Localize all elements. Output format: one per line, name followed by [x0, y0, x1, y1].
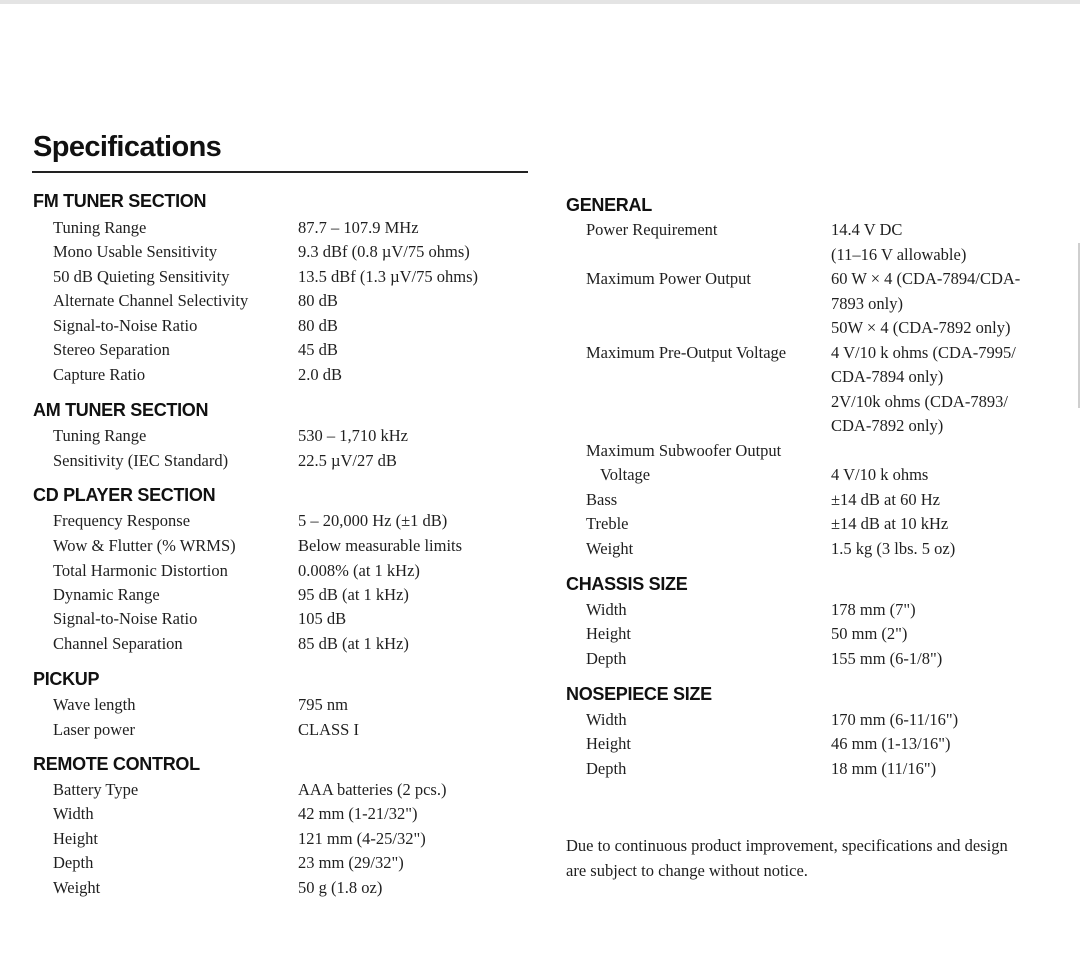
spec-value: 105 dB [298, 609, 347, 628]
spec-value: 50W × 4 (CDA-7892 only) [831, 318, 1011, 337]
spec-label: Alternate Channel Selectivity [53, 291, 249, 310]
spec-value: 50 mm (2") [831, 624, 908, 643]
spec-label: Depth [586, 759, 627, 778]
spec-value: 5 – 20,000 Hz (±1 dB) [298, 511, 448, 530]
spec-label: Bass [586, 490, 618, 509]
spec-label: Wave length [53, 695, 136, 714]
spec-value: 9.3 dBf (0.8 µV/75 ohms) [298, 242, 470, 261]
spec-value: AAA batteries (2 pcs.) [298, 780, 447, 799]
spec-value: 1.5 kg (3 lbs. 5 oz) [831, 539, 956, 558]
spec-value: 4 V/10 k ohms [831, 465, 929, 484]
disclaimer-note [566, 833, 1056, 883]
disclaimer-line: Due to continuous product improvement, specifications and design [566, 836, 1008, 855]
cd-player-heading: CD PLAYER SECTION [33, 485, 216, 505]
spec-value: 7893 only) [831, 294, 903, 313]
spec-label: Tuning Range [53, 426, 147, 445]
spec-value: CLASS I [298, 720, 359, 739]
spec-label: Signal-to-Noise Ratio [53, 316, 198, 335]
spec-label: Capture Ratio [53, 365, 146, 384]
spec-value: 795 nm [298, 695, 348, 714]
spec-value: 22.5 µV/27 dB [298, 451, 397, 470]
spec-label: Height [586, 734, 631, 753]
spec-value: 2V/10k ohms (CDA-7893/ [831, 392, 1008, 411]
spec-value: Below measurable limits [298, 536, 463, 555]
spec-label: Maximum Subwoofer Output [586, 441, 782, 460]
spec-label: Width [586, 710, 627, 729]
spec-value: 121 mm (4-25/32") [298, 829, 426, 848]
spec-label: Height [586, 624, 631, 643]
spec-label: Laser power [53, 720, 136, 739]
spec-label: Voltage [600, 465, 651, 484]
spec-value: ±14 dB at 60 Hz [831, 490, 940, 509]
spec-label: 50 dB Quieting Sensitivity [53, 267, 230, 286]
disclaimer-line: are subject to change without notice. [566, 861, 808, 880]
spec-label: Weight [53, 878, 101, 897]
spec-value: 60 W × 4 (CDA-7894/CDA- [831, 269, 1021, 288]
spec-label: Height [53, 829, 98, 848]
chassis-size-heading: CHASSIS SIZE [566, 574, 688, 594]
spec-label: Total Harmonic Distortion [53, 561, 228, 580]
spec-value: 13.5 dBf (1.3 µV/75 ohms) [298, 267, 479, 286]
spec-value: 87.7 – 107.9 MHz [298, 218, 419, 237]
spec-value: 95 dB (at 1 kHz) [298, 585, 409, 604]
spec-label: Width [53, 804, 94, 823]
general-heading: GENERAL [566, 195, 652, 215]
spec-value: 4 V/10 k ohms (CDA-7995/ [831, 343, 1016, 362]
spec-value: 45 dB [298, 340, 338, 359]
spec-value: ±14 dB at 10 kHz [831, 514, 949, 533]
spec-label: Battery Type [53, 780, 139, 799]
spec-label: Treble [586, 514, 629, 533]
spec-value: 14.4 V DC [831, 220, 903, 239]
spec-value: 18 mm (11/16") [831, 759, 937, 778]
spec-label: Sensitivity (IEC Standard) [53, 451, 229, 470]
spec-value: 155 mm (6-1/8") [831, 649, 943, 668]
spec-value: 2.0 dB [298, 365, 343, 384]
spec-value: CDA-7892 only) [831, 416, 944, 435]
spec-value: 170 mm (6-11/16") [831, 710, 959, 729]
spec-value: CDA-7894 only) [831, 367, 944, 386]
spec-label: Stereo Separation [53, 340, 170, 359]
top-border [0, 0, 1080, 4]
spec-label: Maximum Pre-Output Voltage [586, 343, 787, 362]
spec-label: Power Requirement [586, 220, 718, 239]
spec-label: Frequency Response [53, 511, 191, 530]
title-underline [32, 171, 528, 173]
spec-value: 50 g (1.8 oz) [298, 878, 383, 897]
spec-label: Width [586, 600, 627, 619]
spec-label: Dynamic Range [53, 585, 160, 604]
spec-label: Weight [586, 539, 634, 558]
spec-label: Depth [586, 649, 627, 668]
remote-control-heading: REMOTE CONTROL [33, 754, 200, 774]
spec-value: 42 mm (1-21/32") [298, 804, 418, 823]
spec-label: Wow & Flutter (% WRMS) [53, 536, 236, 555]
spec-label: Tuning Range [53, 218, 147, 237]
spec-value: 80 dB [298, 316, 338, 335]
spec-value: 85 dB (at 1 kHz) [298, 634, 409, 653]
spec-value: 530 – 1,710 kHz [298, 426, 408, 445]
spec-label: Mono Usable Sensitivity [53, 242, 218, 261]
page-title: Specifications [33, 131, 222, 163]
spec-value: 0.008% (at 1 kHz) [298, 561, 420, 580]
spec-label: Depth [53, 853, 94, 872]
am-tuner-heading: AM TUNER SECTION [33, 400, 209, 420]
spec-value: (11–16 V allowable) [831, 245, 967, 264]
fm-tuner-heading: FM TUNER SECTION [33, 191, 207, 211]
spec-label: Maximum Power Output [586, 269, 751, 288]
spec-value: 80 dB [298, 291, 338, 310]
spec-label: Channel Separation [53, 634, 183, 653]
spec-value: 23 mm (29/32") [298, 853, 404, 872]
spec-value: 178 mm (7") [831, 600, 916, 619]
nosepiece-size-heading: NOSEPIECE SIZE [566, 684, 712, 704]
spec-label: Signal-to-Noise Ratio [53, 609, 198, 628]
pickup-heading: PICKUP [33, 669, 100, 689]
spec-value: 46 mm (1-13/16") [831, 734, 951, 753]
